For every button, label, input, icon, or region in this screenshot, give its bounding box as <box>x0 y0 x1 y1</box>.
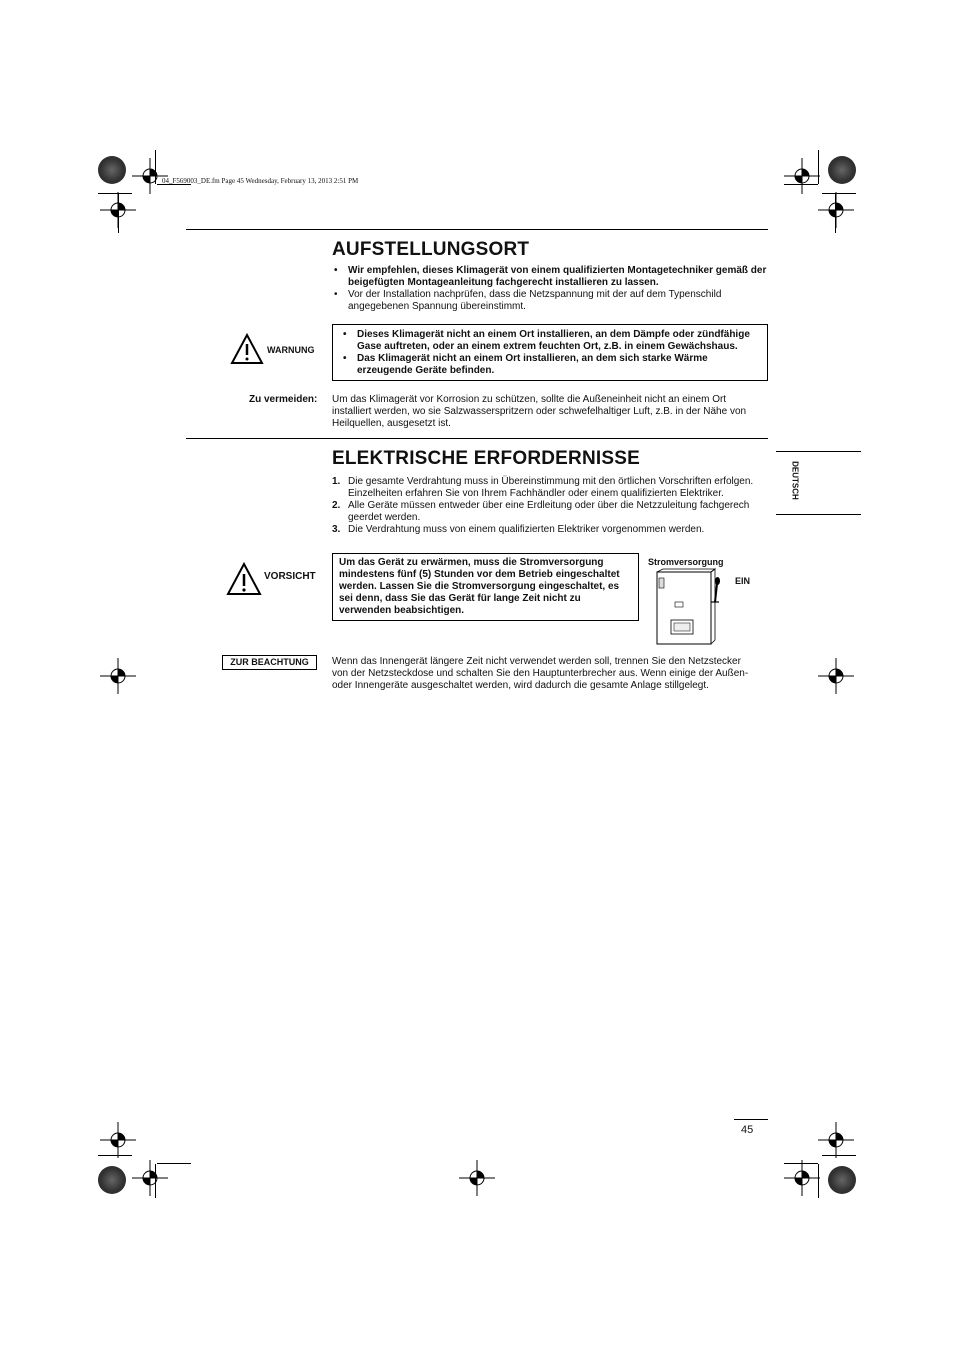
crosshair-icon <box>784 1160 820 1196</box>
caution-label: VORSICHT <box>264 571 316 582</box>
warning-box <box>332 324 768 381</box>
list-item: • Dieses Klimagerät nicht an einem Ort installieren, an dem Dämpfe oder zündfähige Gase auftreten, oder an einem extrem feuchten Ort, z.B. in einem Gewächshaus. <box>341 329 759 353</box>
crosshair-icon <box>132 1160 168 1196</box>
requirements-list <box>332 476 764 536</box>
warning-label: WARNUNG <box>267 345 315 355</box>
list-item: • Vor der Installation nachprüfen, dass die Netzspannung mit der auf dem Typenschild angegebenen Spannung übereinstimmt. <box>332 289 768 313</box>
section-title-aufstellungsort: AUFSTELLUNGSORT <box>332 239 530 260</box>
warning-triangle-icon <box>230 333 264 365</box>
avoid-text: Um das Klimagerät vor Korrosion zu schützen, sollte die Außeneinheit nicht an einem Ort installiert werden, wo sie Salzwasserspritzern oder schwefelhaltiger Luft, z.B. in der Nähe von Heilquellen, ausgesetzt ist. <box>332 394 747 429</box>
power-switch-illustration <box>655 568 725 646</box>
avoid-label: Zu vermeiden: <box>249 394 318 405</box>
crosshair-icon <box>818 1122 854 1158</box>
crosshair-icon <box>132 158 168 194</box>
caution-box <box>332 553 639 621</box>
note-label-box <box>222 655 317 670</box>
registration-dot <box>828 156 856 184</box>
list-item <box>332 500 764 524</box>
crosshair-icon <box>818 192 854 228</box>
language-tab <box>776 451 861 515</box>
list-item <box>332 476 764 500</box>
section-divider <box>186 229 768 230</box>
page-number-rule <box>734 1119 768 1120</box>
caution-triangle-icon <box>226 562 262 596</box>
section-title-elektrische-erfordernisse: ELEKTRISCHE ERFORDERNISSE <box>332 448 640 469</box>
caution-text: Um das Gerät zu erwärmen, muss die Stromversorgung mindestens fünf (5) Stunden vor dem Betrieb eingeschaltet werden. Lassen Sie die Stromversorgung eingeschaltet, es sei denn, dass Sie das Gerät für lange Zeit nicht zu verwenden beabsichtigen. <box>339 557 620 616</box>
registration-dot <box>828 1166 856 1194</box>
figure-title: Stromversorgung <box>648 557 724 567</box>
crosshair-icon <box>100 192 136 228</box>
note-label: ZUR BEACHTUNG <box>230 657 309 667</box>
intro-bullet-list <box>332 265 768 313</box>
crosshair-icon <box>100 1122 136 1158</box>
registration-dot <box>98 1166 126 1194</box>
list-item <box>332 524 764 536</box>
crosshair-icon <box>818 658 854 694</box>
item-text: Alle Geräte müssen entweder über eine Erdleitung oder über die Netzzuleitung fachgerech geerdet werden. <box>348 500 750 523</box>
crosshair-icon <box>100 658 136 694</box>
registration-dot <box>98 156 126 184</box>
figure-label-on: EIN <box>735 576 751 586</box>
list-item: • Wir empfehlen, dieses Klimagerät von einem qualifizierten Montagetechniker gemäß der beigefügten Montageanleitung fachgerecht installieren zu lassen. <box>332 265 768 289</box>
file-header: 04_F569003_DE.fm Page 45 Wednesday, February 13, 2013 2:51 PM <box>162 177 359 185</box>
language-tab-label: DEUTSCH <box>790 461 800 500</box>
list-item: • Das Klimagerät nicht an einem Ort installieren, an dem sich starke Wärme erzeugende Geräte befinden. <box>341 353 759 377</box>
crosshair-icon <box>459 1160 495 1196</box>
note-text: Wenn das Innengerät längere Zeit nicht verwendet werden soll, trennen Sie den Netzstecker von der Netzsteckdose und schalten Sie den Hauptunterbrecher aus. Wenn einige der Außen- oder Innengeräte ausgeschaltet werden, wird dadurch die gesamte Anlage stillgelegt. <box>332 656 749 691</box>
page-number: 45 <box>741 1124 754 1136</box>
crosshair-icon <box>784 158 820 194</box>
item-number: 2. <box>332 500 341 511</box>
item-number: 1. <box>332 476 341 487</box>
section-divider <box>186 438 768 439</box>
item-text: Die gesamte Verdrahtung muss in Übereinstimmung mit den örtlichen Vorschriften erfolgen. Einzelheiten erfahren Sie von Ihrem Fachhändler oder einem qualifizierten Elektriker. <box>348 476 754 499</box>
item-number: 3. <box>332 524 341 535</box>
item-text: Die Verdrahtung muss von einem qualifizierten Elektriker vorgenommen werden. <box>348 524 705 535</box>
